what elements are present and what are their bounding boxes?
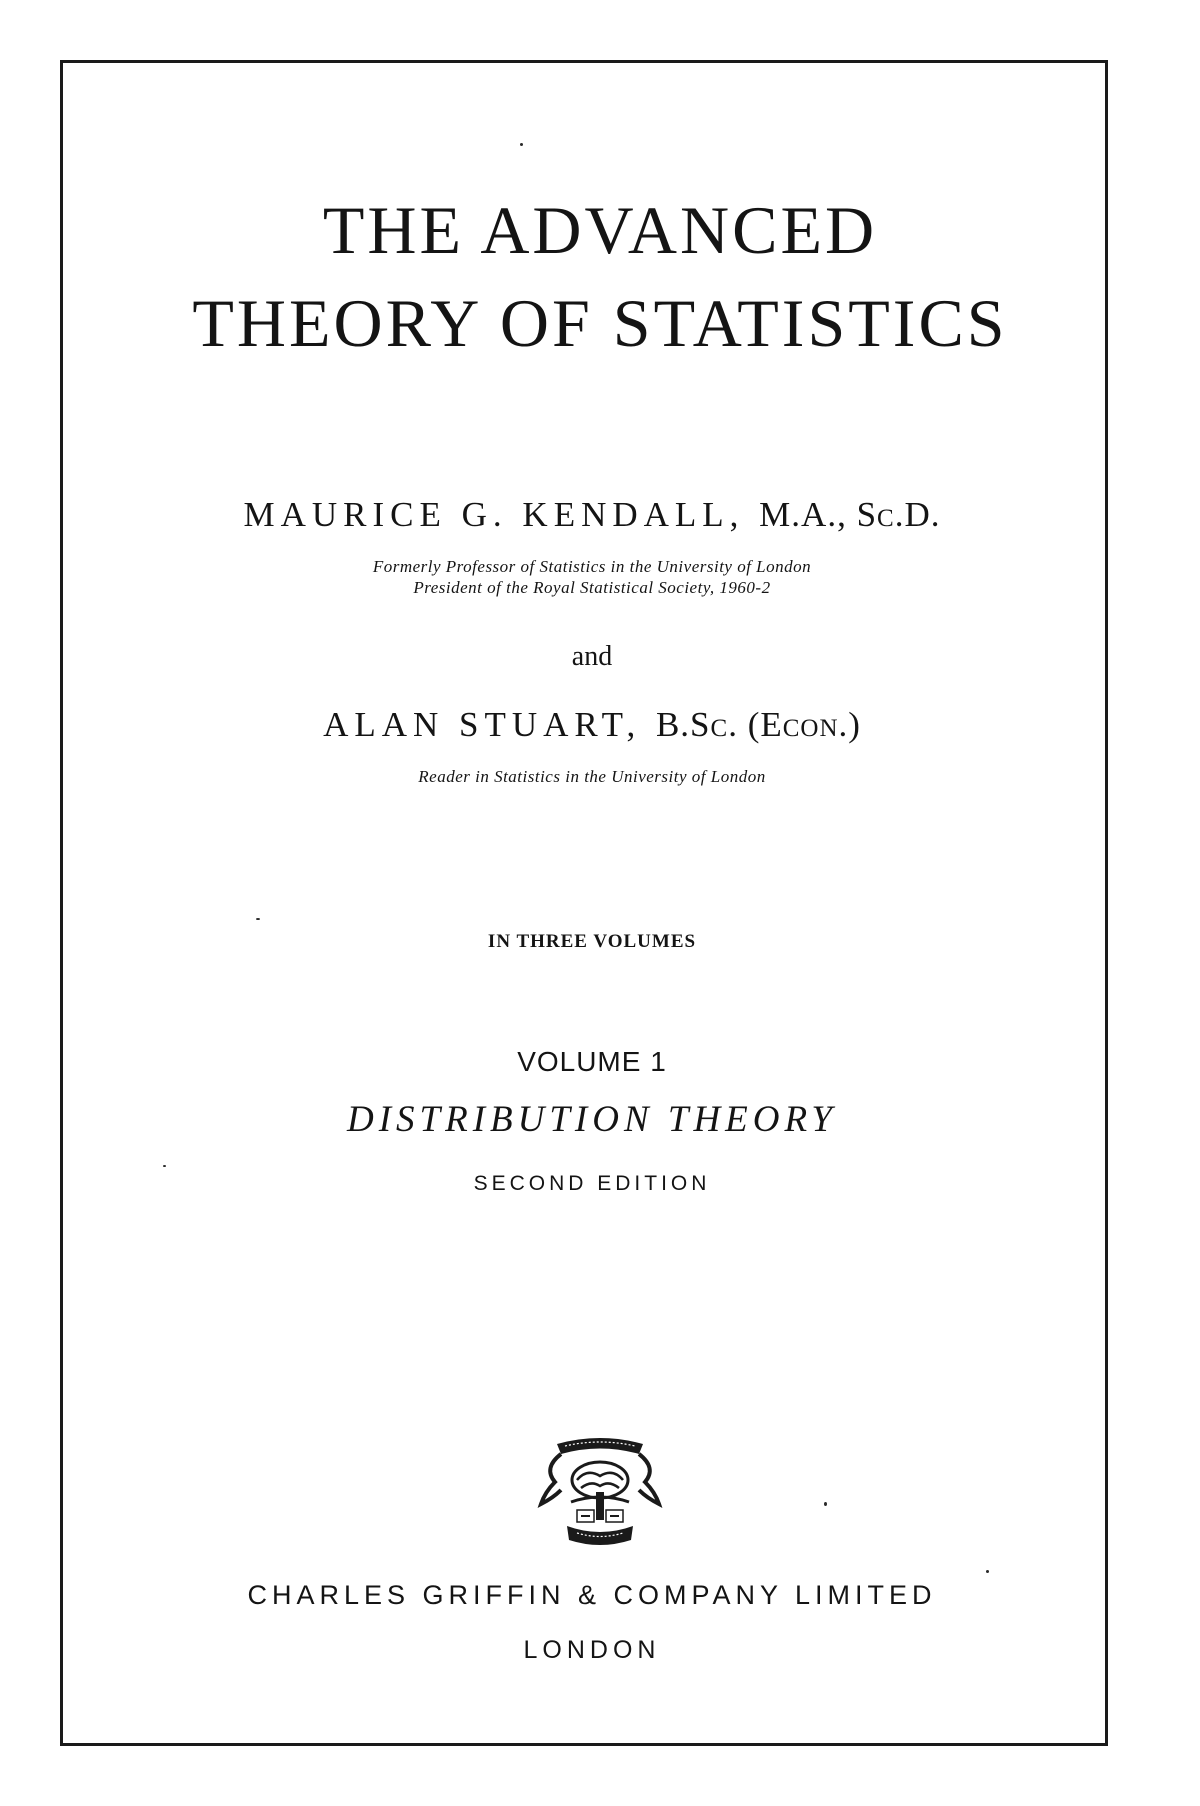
publisher-place: LONDON — [523, 1636, 661, 1664]
volumes-note: IN THREE VOLUMES — [487, 931, 697, 952]
author-conjunction: and — [571, 641, 613, 672]
author-degrees: B.Sc. (Econ.) — [655, 705, 861, 744]
scan-speck — [824, 1502, 827, 1506]
author-affiliation: Formerly Professor of Statistics in the University of London — [372, 557, 812, 576]
volume-subtitle: DISTRIBUTION THEORY — [346, 1099, 838, 1140]
edition-label: SECOND EDITION — [473, 1172, 711, 1195]
book-title-line-1: THE ADVANCED — [322, 192, 878, 268]
author-affiliation: Reader in Statistics in the University of London — [418, 767, 766, 786]
book-title-line-2: THEORY OF STATISTICS — [192, 285, 1008, 361]
author-name: MAURICE G. KENDALL, — [243, 495, 745, 534]
author-degrees: M.A., Sc.D. — [759, 495, 941, 534]
author-kendall — [0, 493, 1192, 537]
volume-number: VOLUME 1 — [517, 1046, 667, 1077]
scan-speck — [256, 918, 260, 920]
scan-speck — [986, 1570, 989, 1573]
scan-speck — [520, 143, 523, 146]
author-name: ALAN STUART, — [323, 705, 642, 744]
publisher-name: CHARLES GRIFFIN & COMPANY LIMITED — [247, 1580, 937, 1610]
griffin-tree-emblem-icon — [535, 1430, 665, 1560]
scan-speck — [163, 1165, 166, 1167]
author-affiliation: President of the Royal Statistical Society, 1960-2 — [413, 578, 771, 597]
author-stuart — [0, 703, 1192, 747]
